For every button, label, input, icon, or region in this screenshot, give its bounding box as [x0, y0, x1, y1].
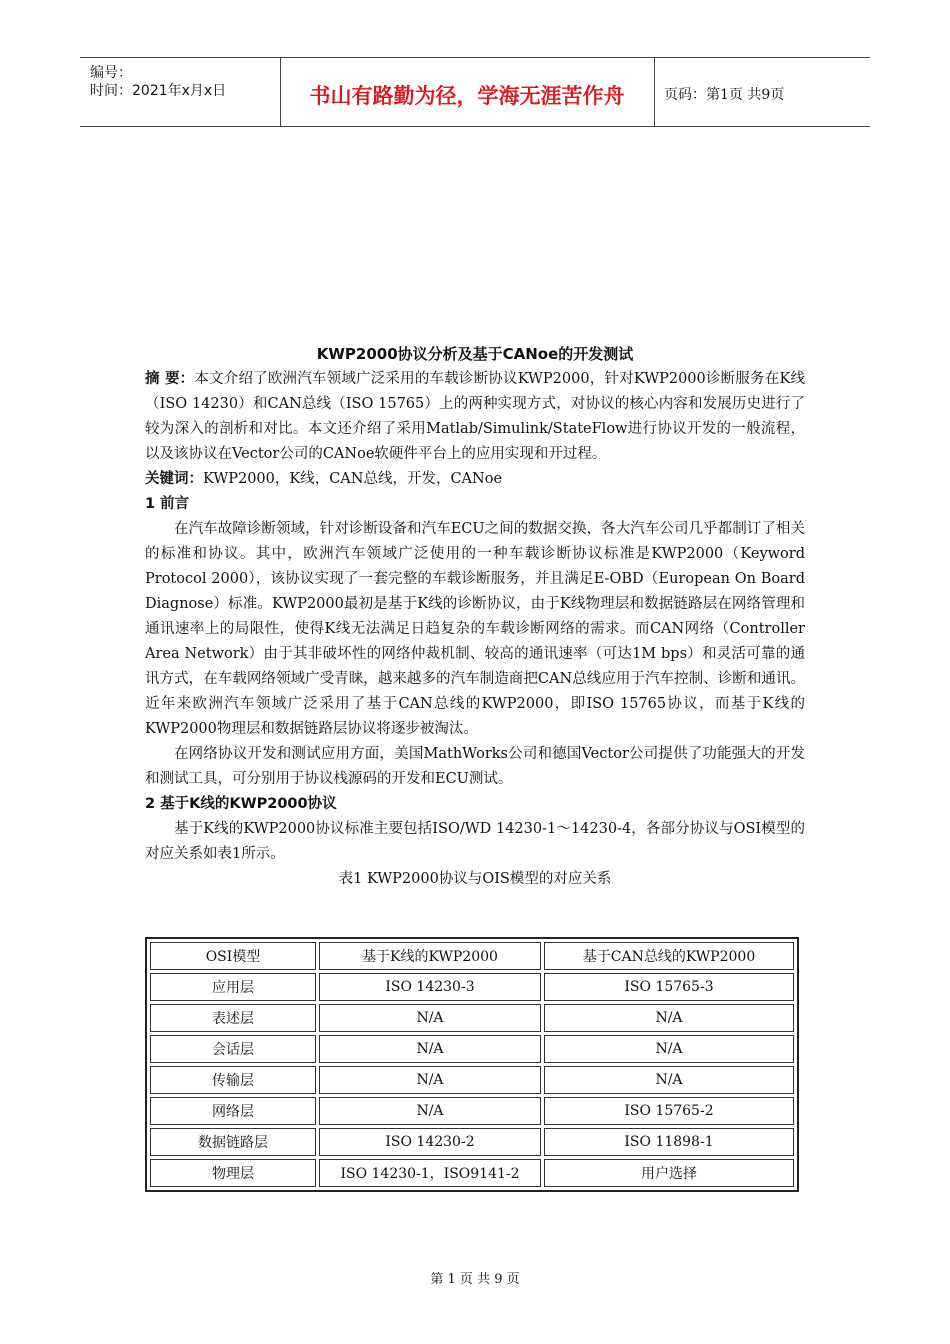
table-cell: 应用层: [150, 973, 316, 1001]
table-cell: N/A: [544, 1035, 794, 1063]
section-2-heading: 2 基于K线的KWP2000协议: [145, 796, 337, 812]
header-left-cell: [80, 58, 281, 126]
section-1-heading: 1 前言: [145, 496, 190, 512]
table-cell: 用户选择: [544, 1159, 794, 1187]
table-cell: N/A: [319, 1066, 541, 1094]
table-header-cell: 基于CAN总线的KWP2000: [544, 942, 794, 970]
table-row: [150, 1035, 794, 1063]
table-cell: ISO 11898-1: [544, 1128, 794, 1156]
keywords-text: KWP2000，K线，CAN总线，开发，CANoe: [203, 471, 503, 487]
date-label: 时间：2021年x月x日: [90, 83, 227, 99]
osi-mapping-table: [145, 937, 799, 1192]
table-caption: 表1 KWP2000协议与OIS模型的对应关系: [338, 871, 612, 887]
header-right-cell: [654, 58, 870, 126]
abstract: [145, 367, 805, 467]
table-row: [150, 1128, 794, 1156]
abstract-label: 摘 要：: [145, 371, 195, 387]
header-page-info: 页码：第1页 共9页: [664, 87, 785, 103]
table-row: [150, 1097, 794, 1125]
table-cell: 网络层: [150, 1097, 316, 1125]
table-row: [150, 1066, 794, 1094]
table-header-row: [150, 942, 794, 970]
table-row: [150, 1159, 794, 1187]
table-header-cell: 基于K线的KWP2000: [319, 942, 541, 970]
header-middle-cell: [280, 58, 655, 126]
section-2-paragraph-1: 基于K线的KWP2000协议标准主要包括ISO/WD 14230-1～14230-4，各部分协议与OSI模型的对应关系如表1所示。: [145, 821, 805, 862]
table-cell: ISO 15765-2: [544, 1097, 794, 1125]
page-footer: 第 1 页 共 9 页: [430, 1272, 520, 1287]
section-1-paragraph-2: 在网络协议开发和测试应用方面，美国MathWorks公司和德国Vector公司提供了功能强大的开发和测试工具，可分别用于协议栈源码的开发和ECU测试。: [145, 746, 805, 787]
table-row: [150, 1004, 794, 1032]
table-header-cell: OSI模型: [150, 942, 316, 970]
abstract-text: 本文介绍了欧洲汽车领域广泛采用的车载诊断协议KWP2000，针对KWP2000诊断服务在K线（ISO 14230）和CAN总线（ISO 15765）上的两种实现方式，对协议的核心内容和发展历史进行了较为深入的剖析和对比。本文还介绍了采用Matlab/Simulink/StateFlow进行协议开发的一般流程，以及该协议在Vector公司的CANoe软硬件平台上的应用实现和开过程。: [145, 371, 805, 462]
table-cell: N/A: [544, 1066, 794, 1094]
table-cell: ISO 14230-2: [319, 1128, 541, 1156]
table-cell: 表述层: [150, 1004, 316, 1032]
table-cell: ISO 15765-3: [544, 973, 794, 1001]
keywords-label: 关键词：: [145, 471, 203, 487]
section-1-paragraph-1: 在汽车故障诊断领域，针对诊断设备和汽车ECU之间的数据交换，各大汽车公司几乎都制订了相关的标准和协议。其中，欧洲汽车领域广泛使用的一种车载诊断协议标准是KWP2000（Keyword Protocol 2000），该协议实现了一套完整的车载诊断服务，并且满足E-OBD（European On Board Diagnose）标准。KWP2000最初是基于K线的诊断协议，由于K线物理层和数据链路层在网络管理和通讯速率上的局限性，使得K线无法满足日趋复杂的车载诊断网络的需求。而CAN网络（Controller Area Network）由于其非破坏性的网络仲裁机制、较高的通讯速率（可达1M bps）和灵活可靠的通讯方式，在车载网络领域广受青睐，越来越多的汽车制造商把CAN总线应用于汽车控制、诊断和通讯。近年来欧洲汽车领域广泛采用了基于CAN总线的KWP2000，即ISO 15765协议，而基于K线的KWP2000物理层和数据链路层协议将逐步被淘汰。: [145, 521, 805, 737]
page-header: [80, 57, 870, 127]
table-cell: N/A: [319, 1004, 541, 1032]
article-body: [145, 342, 805, 892]
number-label: 编号：: [90, 65, 132, 81]
table-cell: ISO 14230-1，ISO9141-2: [319, 1159, 541, 1187]
table-cell: 物理层: [150, 1159, 316, 1187]
keywords: [145, 467, 805, 492]
table-cell: N/A: [544, 1004, 794, 1032]
table-cell: N/A: [319, 1097, 541, 1125]
article-title: KWP2000协议分析及基于CANoe的开发测试: [316, 345, 634, 363]
header-motto: 书山有路勤为径，学海无涯苦作舟: [309, 84, 625, 108]
table-row: [150, 973, 794, 1001]
table-cell: 传输层: [150, 1066, 316, 1094]
table-cell: ISO 14230-3: [319, 973, 541, 1001]
table-cell: N/A: [319, 1035, 541, 1063]
table-cell: 会话层: [150, 1035, 316, 1063]
table-cell: 数据链路层: [150, 1128, 316, 1156]
